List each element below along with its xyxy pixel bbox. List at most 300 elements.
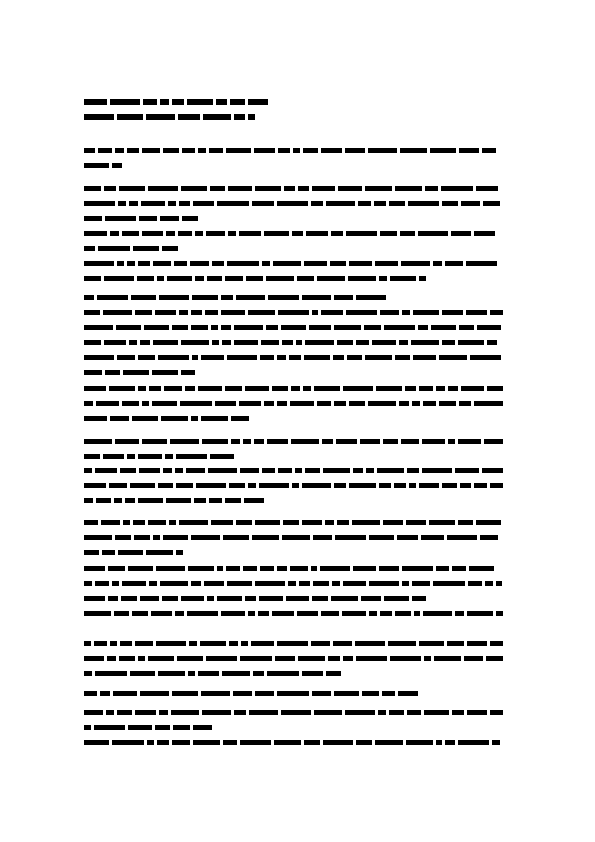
text-word: [409, 483, 416, 488]
text-word: [84, 231, 107, 236]
text-word: [441, 186, 473, 191]
text-word: [402, 310, 410, 315]
text-word: [407, 468, 419, 473]
text-word: [159, 710, 168, 715]
text-word: [484, 439, 503, 444]
text-line: [84, 576, 512, 591]
text-word: [216, 99, 227, 105]
text-word: [355, 641, 385, 646]
text-word: [467, 611, 493, 616]
text-word: [187, 611, 218, 616]
text-word: [142, 401, 149, 406]
text-word: [277, 401, 287, 406]
text-word: [337, 340, 353, 345]
text-word: [84, 641, 91, 646]
text-word: [84, 148, 95, 153]
text-word: [418, 325, 428, 330]
text-word: [312, 691, 331, 696]
text-line: [84, 256, 512, 271]
text-word: [234, 710, 246, 715]
text-word: [162, 596, 178, 601]
text-word: [297, 276, 314, 281]
text-word: [281, 710, 311, 715]
text-word: [84, 201, 115, 206]
paragraph: [84, 434, 512, 464]
text-line: [84, 335, 512, 350]
text-word: [84, 611, 111, 616]
text-word: [240, 740, 271, 745]
text-word: [142, 148, 160, 153]
text-word: [122, 401, 139, 406]
text-word: [429, 520, 455, 525]
text-word: [172, 325, 188, 330]
text-word: [106, 710, 114, 715]
text-word: [109, 386, 135, 391]
text-word: [105, 370, 120, 375]
text-word: [96, 498, 111, 503]
text-word: [369, 581, 399, 586]
text-word: [331, 596, 358, 601]
text-word: [146, 550, 173, 555]
text-word: [229, 641, 238, 646]
text-word: [434, 656, 461, 661]
text-word: [221, 310, 245, 315]
text-word: [311, 201, 323, 206]
text-word: [226, 148, 251, 153]
text-word: [191, 416, 198, 421]
text-word: [445, 261, 463, 266]
text-word: [162, 246, 178, 251]
text-word: [95, 468, 117, 473]
text-word: [178, 231, 192, 236]
text-word: [402, 566, 433, 571]
text-word: [298, 186, 309, 191]
text-word: [384, 596, 409, 601]
text-word: [217, 201, 249, 206]
text-word: [84, 401, 93, 406]
text-word: [467, 641, 487, 646]
text-word: [234, 340, 258, 345]
paragraph: [84, 290, 512, 305]
text-word: [334, 325, 361, 330]
text-word: [94, 641, 107, 646]
text-word: [455, 611, 464, 616]
text-word: [129, 340, 137, 345]
text-word: [171, 710, 199, 715]
text-word: [108, 596, 118, 601]
text-word: [384, 325, 415, 330]
text-word: [458, 439, 481, 444]
text-line: [84, 666, 512, 681]
text-word: [110, 641, 117, 646]
text-line: [84, 226, 512, 241]
text-word: [304, 261, 327, 266]
text-word: [239, 231, 261, 236]
text-word: [400, 148, 427, 153]
text-word: [139, 216, 157, 221]
text-word: [421, 535, 444, 540]
text-word: [296, 340, 302, 345]
text-word: [380, 231, 397, 236]
text-word: [412, 401, 420, 406]
text-word: [352, 520, 380, 525]
text-word: [164, 386, 182, 391]
text-word: [191, 325, 208, 330]
text-word: [104, 186, 116, 191]
text-word: [152, 401, 177, 406]
text-word: [103, 310, 132, 315]
text-word: [188, 566, 214, 571]
text-word: [229, 483, 245, 488]
text-word: [233, 691, 252, 696]
text-word: [323, 468, 350, 473]
text-word: [395, 186, 422, 191]
text-word: [305, 468, 320, 473]
text-word: [485, 581, 493, 586]
text-word: [112, 740, 144, 745]
text-word: [209, 498, 222, 503]
text-word: [109, 483, 127, 488]
paragraph: [84, 143, 512, 173]
text-word: [452, 710, 464, 715]
text-word: [262, 261, 270, 266]
text-word: [178, 114, 200, 120]
text-word: [205, 310, 218, 315]
text-word: [380, 310, 399, 315]
text-word: [207, 276, 222, 281]
text-word: [84, 216, 102, 221]
text-word: [346, 231, 377, 236]
text-word: [490, 310, 503, 315]
text-word: [128, 566, 153, 571]
text-word: [236, 520, 252, 525]
text-word: [317, 276, 345, 281]
text-word: [277, 201, 308, 206]
text-word: [234, 325, 263, 330]
paragraph: [84, 226, 512, 256]
text-word: [379, 566, 399, 571]
text-word: [349, 261, 372, 266]
text-line: [84, 320, 512, 335]
text-word: [185, 386, 195, 391]
text-word: [230, 99, 245, 105]
text-word: [138, 656, 145, 661]
text-word: [103, 454, 124, 459]
paragraph: [84, 636, 512, 681]
text-word: [132, 416, 158, 421]
text-word: [104, 340, 126, 345]
text-word: [299, 581, 310, 586]
text-word: [206, 656, 237, 661]
text-word: [182, 216, 198, 221]
text-word: [191, 581, 201, 586]
text-word: [98, 148, 112, 153]
text-word: [467, 710, 487, 715]
text-line: [84, 381, 512, 396]
text-word: [430, 148, 456, 153]
text-word: [343, 386, 373, 391]
text-word: [211, 325, 218, 330]
text-word: [448, 386, 458, 391]
text-word: [311, 641, 330, 646]
text-word: [372, 340, 396, 345]
text-word: [261, 340, 279, 345]
text-word: [487, 386, 503, 391]
text-word: [248, 99, 268, 105]
text-word: [356, 295, 386, 300]
text-word: [439, 401, 456, 406]
paragraph: [84, 515, 512, 560]
text-word: [202, 710, 231, 715]
text-line: [84, 720, 512, 735]
text-line: [84, 705, 512, 720]
paragraph: [84, 256, 512, 286]
text-word: [179, 310, 188, 315]
text-word: [486, 656, 503, 661]
text-word: [375, 740, 403, 745]
text-word: [314, 386, 340, 391]
text-word: [317, 401, 331, 406]
text-word: [123, 370, 149, 375]
text-word: [306, 231, 328, 236]
text-word: [390, 656, 421, 661]
text-line: [84, 515, 512, 530]
text-word: [155, 725, 170, 730]
text-word: [110, 231, 119, 236]
text-word: [148, 520, 166, 525]
text-word: [95, 671, 127, 676]
text-word: [347, 355, 362, 360]
text-word: [482, 468, 503, 473]
text-word: [139, 468, 160, 473]
text-word: [455, 468, 479, 473]
text-word: [321, 310, 343, 315]
text-word: [264, 231, 289, 236]
text-word: [312, 596, 328, 601]
text-word: [84, 550, 99, 555]
text-word: [490, 483, 503, 488]
text-word: [138, 261, 150, 266]
text-word: [342, 611, 366, 616]
text-word: [203, 114, 231, 120]
text-word: [419, 483, 439, 488]
text-word: [376, 386, 402, 391]
text-word: [153, 340, 178, 345]
text-word: [302, 483, 331, 488]
text-word: [313, 581, 329, 586]
text-word: [117, 114, 143, 120]
text-word: [84, 276, 101, 281]
text-word: [333, 355, 344, 360]
text-word: [177, 656, 203, 661]
text-word: [304, 355, 330, 360]
text-word: [168, 201, 176, 206]
text-word: [141, 201, 165, 206]
text-word: [458, 740, 489, 745]
text-word: [353, 468, 363, 473]
text-word: [328, 656, 340, 661]
text-word: [221, 325, 231, 330]
text-word: [153, 261, 171, 266]
text-word: [211, 520, 233, 525]
text-word: [84, 740, 109, 745]
text-word: [447, 535, 477, 540]
text-word: [116, 325, 141, 330]
text-word: [281, 325, 306, 330]
text-word: [84, 246, 95, 251]
text-word: [142, 231, 163, 236]
text-word: [334, 295, 353, 300]
text-word: [252, 201, 274, 206]
text-word: [277, 566, 287, 571]
text-word: [146, 114, 175, 120]
text-word: [252, 535, 279, 540]
text-word: [172, 691, 198, 696]
text-word: [422, 439, 445, 444]
text-word: [225, 498, 241, 503]
text-word: [383, 439, 398, 444]
text-word: [412, 581, 430, 586]
text-word: [125, 498, 135, 503]
text-word: [408, 201, 439, 206]
text-word: [360, 439, 380, 444]
text-word: [361, 596, 381, 601]
text-word: [362, 691, 379, 696]
text-word: [180, 401, 212, 406]
text-word: [470, 355, 501, 360]
text-word: [231, 439, 240, 444]
text-word: [349, 483, 376, 488]
text-word: [222, 340, 231, 345]
text-word: [198, 386, 222, 391]
text-word: [138, 355, 155, 360]
text-word: [131, 295, 156, 300]
text-line: [84, 181, 512, 196]
text-word: [388, 641, 416, 646]
text-word: [172, 740, 190, 745]
text-word: [84, 691, 97, 696]
text-word: [243, 566, 257, 571]
text-word: [248, 611, 255, 616]
text-word: [442, 201, 458, 206]
text-word: [212, 340, 219, 345]
text-word: [209, 148, 223, 153]
text-word: [293, 148, 300, 153]
text-word: [84, 439, 112, 444]
text-line: [84, 449, 512, 464]
text-word: [95, 581, 109, 586]
text-word: [176, 454, 207, 459]
text-word: [311, 566, 317, 571]
text-word: [459, 401, 471, 406]
text-word: [225, 386, 242, 391]
text-word: [156, 566, 185, 571]
text-word: [349, 401, 365, 406]
text-word: [189, 641, 197, 646]
text-word: [160, 99, 169, 105]
text-word: [474, 483, 487, 488]
text-word: [375, 261, 398, 266]
text-word: [201, 691, 230, 696]
paragraph: [84, 305, 512, 380]
text-word: [142, 439, 167, 444]
text-line: [84, 211, 512, 226]
text-word: [332, 581, 340, 586]
text-word: [258, 611, 269, 616]
text-word: [477, 325, 501, 330]
text-line: [84, 196, 512, 211]
text-word: [191, 535, 220, 540]
text-word: [275, 656, 295, 661]
header-line: [84, 94, 512, 109]
text-word: [115, 439, 139, 444]
text-word: [466, 310, 487, 315]
text-word: [84, 386, 106, 391]
text-word: [215, 401, 236, 406]
text-word: [459, 325, 474, 330]
text-word: [369, 611, 377, 616]
text-word: [195, 276, 204, 281]
text-word: [278, 148, 290, 153]
text-word: [132, 611, 148, 616]
text-word: [119, 186, 145, 191]
paragraph: [84, 686, 512, 701]
text-word: [249, 710, 278, 715]
text-word: [368, 148, 397, 153]
text-line: [84, 530, 512, 545]
text-word: [399, 340, 408, 345]
text-word: [325, 520, 334, 525]
text-word: [282, 340, 293, 345]
text-word: [460, 483, 471, 488]
text-word: [365, 186, 392, 191]
text-word: [321, 611, 339, 616]
paragraph: [84, 606, 512, 621]
text-word: [105, 216, 136, 221]
text-word: [167, 276, 192, 281]
text-word: [272, 386, 288, 391]
text-word: [422, 468, 452, 473]
text-word: [153, 535, 160, 540]
text-word: [278, 310, 309, 315]
text-word: [104, 276, 134, 281]
text-word: [439, 355, 467, 360]
text-word: [176, 483, 193, 488]
text-line: [84, 591, 512, 606]
text-word: [383, 520, 403, 525]
text-word: [326, 671, 341, 676]
text-word: [84, 325, 113, 330]
text-word: [458, 340, 484, 345]
text-word: [401, 439, 419, 444]
text-word: [98, 246, 130, 251]
text-word: [333, 641, 352, 646]
text-word: [406, 520, 426, 525]
text-word: [424, 710, 449, 715]
text-word: [369, 535, 394, 540]
text-word: [217, 566, 223, 571]
text-word: [228, 231, 236, 236]
text-word: [161, 416, 188, 421]
text-line: [84, 143, 512, 158]
text-word: [292, 231, 303, 236]
text-word: [114, 611, 129, 616]
text-word: [302, 520, 322, 525]
text-word: [476, 186, 498, 191]
text-word: [442, 310, 463, 315]
text-word: [84, 468, 92, 473]
text-line: [84, 365, 512, 380]
